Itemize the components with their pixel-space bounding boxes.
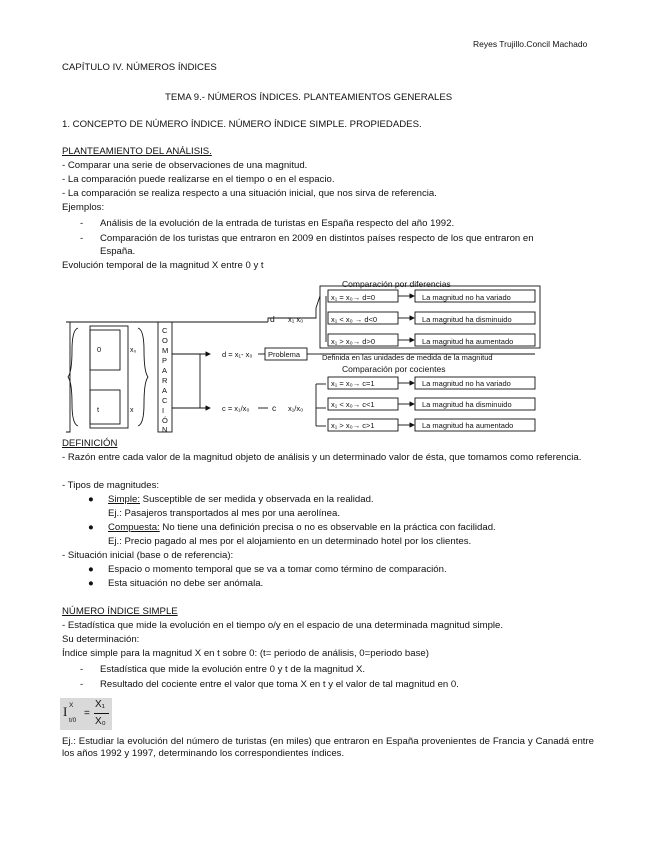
simple-index-example: Ej.: Estudiar la evolución del número de turistas (en miles) que entraron en España provenientes de Francia y Canadá entre los años 1992 y 1997, determinando los correspondientes índices. — [62, 736, 594, 759]
diff-result: La magnitud ha disminuido — [422, 315, 512, 324]
ratio-cond-0 — [328, 377, 398, 389]
analysis-line: - Comparar una serie de observaciones de una magnitud. — [62, 160, 308, 171]
c-vars: x₁/x₀ — [288, 404, 304, 413]
formula-sup: X — [69, 702, 74, 709]
comparacion-letter: A — [162, 386, 168, 395]
compuesta-term: Compuesta: — [108, 522, 160, 533]
definition-text: - Razón entre cada valor de la magnitud objeto de análisis y un determinado valor de ésta, que tomamos como referencia. — [62, 452, 582, 463]
initial-item: Esta situación no debe ser anómala. — [108, 578, 264, 589]
initial-item: Espacio o momento temporal que se va a tomar como término de comparación. — [108, 564, 447, 575]
diff-cond: x₁ > x₀→ d>0 — [331, 337, 375, 346]
chapter-title: CAPÍTULO IV. NÚMEROS ÍNDICES — [62, 62, 217, 73]
ratio-result: La magnitud ha disminuido — [422, 400, 512, 409]
header-author: Reyes Trujillo.Concil Machado — [473, 39, 588, 49]
dash-bullet: - — [80, 218, 84, 229]
diff-res-0 — [415, 290, 535, 302]
ratio-res-1 — [415, 398, 535, 410]
diff-res-2 — [415, 334, 535, 346]
compuesta-item — [108, 522, 496, 534]
simple-index-line: Índice simple para la magnitud X en t sobre 0: (t= periodo de análisis, 0=periodo base) — [62, 648, 429, 659]
diff-cond-2 — [328, 334, 398, 346]
value-t-var: x — [130, 407, 134, 414]
ratio-result: La magnitud no ha variado — [422, 379, 511, 388]
comp-ratio-title: Comparación por cocientes — [342, 364, 446, 374]
ratio-cond-1 — [328, 398, 398, 410]
ratio-result: La magnitud ha aumentado — [422, 421, 514, 430]
comparacion-letter: Ó — [162, 416, 168, 425]
simple-index-item: Resultado del cociente entre el valor que toma X en t y el valor de tal magnitud en 0. — [100, 679, 459, 690]
diff-result: La magnitud ha aumentado — [422, 337, 514, 346]
comparacion-letter: N — [162, 425, 168, 434]
diff-cond: x₁ = x₀→ d=0 — [331, 293, 375, 302]
bullet-icon: ● — [88, 564, 94, 575]
formula-bar — [94, 713, 109, 714]
dash-bullet: - — [80, 233, 84, 244]
comparacion-letter: O — [162, 336, 168, 345]
d-label: d — [270, 314, 275, 324]
problema-box — [265, 348, 307, 360]
outer-bracket — [66, 322, 70, 432]
example-item: Comparación de los turistas que entraron en 2009 en distintos países respecto de los que entraron en — [100, 233, 534, 244]
diff-cond-1 — [328, 312, 398, 324]
value-box-t — [90, 390, 120, 424]
simple-index-heading: NÚMERO ÍNDICE SIMPLE — [62, 606, 178, 617]
diff-cond-0 — [328, 290, 398, 302]
diff-result: La magnitud no ha variado — [422, 293, 511, 302]
simple-index-item: Estadística que mide la evolución entre 0 y t de la magnitud X. — [100, 664, 366, 675]
comparacion-box — [158, 322, 172, 432]
right-brace — [138, 328, 148, 426]
compuesta-example: Ej.: Precio pagado al mes por el alojamiento en un determinado hotel por los clientes. — [108, 536, 472, 547]
examples-label: Ejemplos: — [62, 202, 105, 213]
formula-symbol: I — [63, 704, 68, 719]
simple-term: Simple: — [108, 494, 140, 505]
diff-cond: x₁ < x₀ → d<0 — [331, 315, 378, 324]
section-title: 1. CONCEPTO DE NÚMERO ÍNDICE. NÚMERO ÍNDICE SIMPLE. PROPIEDADES. — [62, 119, 422, 130]
c-label: c — [272, 403, 277, 413]
ratio-cond: x₁ > x₀→ c>1 — [331, 421, 375, 430]
dash-bullet: - — [80, 679, 84, 690]
value-t: t — [97, 405, 100, 414]
series-box — [90, 326, 128, 428]
value-0: 0 — [97, 345, 102, 354]
example-item-cont: España. — [100, 246, 136, 257]
d-vars: x₁ x₀ — [288, 315, 304, 324]
top-right-link — [268, 296, 320, 322]
index-formula — [60, 698, 112, 730]
diff-res-1 — [415, 312, 535, 324]
simple-item — [108, 494, 374, 506]
formula-sub: t/0 — [69, 717, 77, 724]
analysis-line: - La comparación se realiza respecto a una situación inicial, que nos sirva de referencia. — [62, 188, 437, 199]
value-0-var: x₀ — [130, 347, 137, 354]
simple-text: Susceptible de ser medida y observada en la realidad. — [140, 494, 374, 505]
simple-example: Ej.: Pasajeros transportados al mes por una aerolínea. — [108, 508, 340, 519]
comparacion-letter: P — [162, 356, 168, 365]
comparacion-letter: C — [162, 326, 168, 335]
value-box-0 — [90, 330, 120, 370]
definida-label: Definida en las unidades de medida de la magnitud — [322, 353, 493, 362]
bullet-icon: ● — [88, 522, 94, 533]
formula-equals: = — [84, 708, 90, 719]
analysis-line: - La comparación puede realizarse en el tiempo o en el espacio. — [62, 174, 335, 185]
example-item: Análisis de la evolución de la entrada de turistas en España respecto del año 1992. — [100, 218, 455, 229]
comp-diff-title: Comparación por diferencias — [342, 279, 451, 289]
ratio-res-2 — [415, 419, 535, 431]
comparacion-letter: M — [162, 346, 169, 355]
analysis-heading: PLANTEAMIENTO DEL ANÁLISIS. — [62, 146, 212, 157]
comparacion-letter: C — [162, 396, 168, 405]
diff-group-box — [320, 286, 540, 348]
ratio-cond: x₁ < x₀→ c<1 — [331, 400, 375, 409]
evolution-caption: Evolución temporal de la magnitud X entre 0 y t — [62, 260, 264, 271]
problema-label: Problema — [268, 350, 301, 359]
comparacion-letter: R — [162, 376, 168, 385]
comparacion-letter: I — [162, 406, 165, 415]
definition-heading: DEFINICIÓN — [62, 438, 118, 449]
initial-label: - Situación inicial (base o de referencia): — [62, 550, 234, 561]
ratio-res-0 — [415, 377, 535, 389]
ratio-cond-2 — [328, 419, 398, 431]
c-formula: c = x₁/x₀ — [222, 404, 250, 413]
simple-index-line: Su determinación: — [62, 634, 140, 645]
dash-bullet: - — [80, 664, 84, 675]
topic-title: TEMA 9.- NÚMEROS ÍNDICES. PLANTEAMIENTOS GENERALES — [165, 92, 453, 103]
left-brace — [68, 328, 78, 426]
compuesta-text: No tiene una definición precisa o no es observable en la práctica con facilidad. — [159, 522, 496, 533]
types-label: - Tipos de magnitudes: — [62, 480, 160, 491]
simple-index-line: - Estadística que mide la evolución en el tiempo o/y en el espacio de una determinada magnitud simple. — [62, 620, 504, 631]
comparacion-letter: A — [162, 366, 168, 375]
ratio-cond: x₁ = x₀→ c=1 — [331, 379, 375, 388]
bullet-icon: ● — [88, 578, 94, 589]
bullet-icon: ● — [88, 494, 94, 505]
formula-numerator: X₁ — [95, 699, 106, 710]
d-formula: d = x₁- x₀ — [222, 350, 253, 359]
formula-denominator: X₀ — [95, 716, 106, 727]
